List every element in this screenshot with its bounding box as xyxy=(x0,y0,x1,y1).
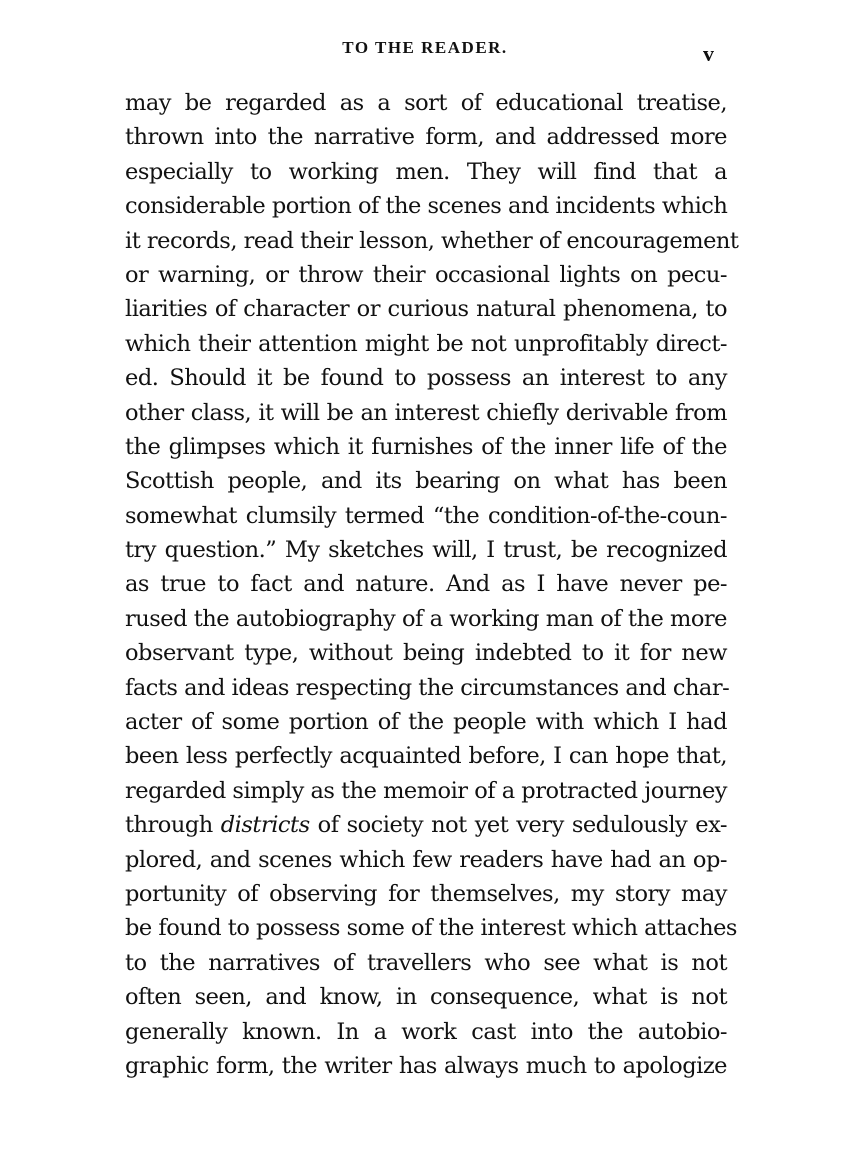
text-line: observant type, without being indebted to it for new xyxy=(125,640,727,667)
italic-word: districts xyxy=(220,812,310,839)
text-line: facts and ideas respecting the circumstances and char- xyxy=(125,674,730,701)
text-line: been less perfectly acquainted before, I can hope that, xyxy=(125,743,727,770)
text-line: may be regarded as a sort of educational treatise, xyxy=(125,90,727,116)
text-line: to the narratives of travellers who see what is not xyxy=(125,949,727,976)
text-line: thrown into the narrative form, and addressed more xyxy=(125,124,727,151)
text-line: portunity of observing for themselves, my story may xyxy=(125,880,727,907)
page-number: v xyxy=(703,41,714,66)
body-text xyxy=(125,86,739,1083)
text-line: be found to possess some of the interest which attaches xyxy=(125,915,737,942)
text-line: or warning, or throw their occasional lights on pecu- xyxy=(125,261,727,288)
text-line: somewhat clumsily termed “the condition-of-the-coun- xyxy=(125,502,727,529)
running-head xyxy=(0,38,850,68)
text-line: other class, it will be an interest chiefly derivable from xyxy=(125,399,727,426)
text-line: rused the autobiography of a working man of the more xyxy=(125,605,727,632)
text-line: it records, read their lesson, whether of encouragement xyxy=(125,227,739,254)
text-line: considerable portion of the scenes and incidents which xyxy=(125,193,728,220)
text-line: which their attention might be not unprofitably direct- xyxy=(125,330,727,357)
running-title: TO THE READER. xyxy=(342,38,508,57)
text-line: generally known. In a work cast into the autobio- xyxy=(125,1018,727,1045)
text-line: often seen, and know, in consequence, what is not xyxy=(125,984,727,1011)
text-line: try question.” My sketches will, I trust, be recognized xyxy=(125,537,727,564)
text-segment: of society not yet very sedulously ex- xyxy=(317,812,728,839)
text-line: graphic form, the writer has always much to apologize xyxy=(125,1052,727,1079)
text-line: liarities of character or curious natural phenomena, to xyxy=(125,296,727,323)
text-line: regarded simply as the memoir of a protracted journey xyxy=(125,777,728,804)
text-line: the glimpses which it furnishes of the inner life of the xyxy=(125,433,727,460)
text-line: as true to fact and nature. And as I have never pe- xyxy=(125,571,727,598)
text-line: especially to working men. They will find that a xyxy=(125,158,727,185)
text-line: plored, and scenes which few readers have had an op- xyxy=(125,846,727,873)
text-line: ed. Should it be found to possess an interest to any xyxy=(125,365,727,392)
text-line-with-italic xyxy=(125,808,727,842)
text-line: Scottish people, and its bearing on what has been xyxy=(125,468,727,495)
text-line: acter of some portion of the people with which I had xyxy=(125,709,727,736)
text-segment: through xyxy=(125,812,213,839)
